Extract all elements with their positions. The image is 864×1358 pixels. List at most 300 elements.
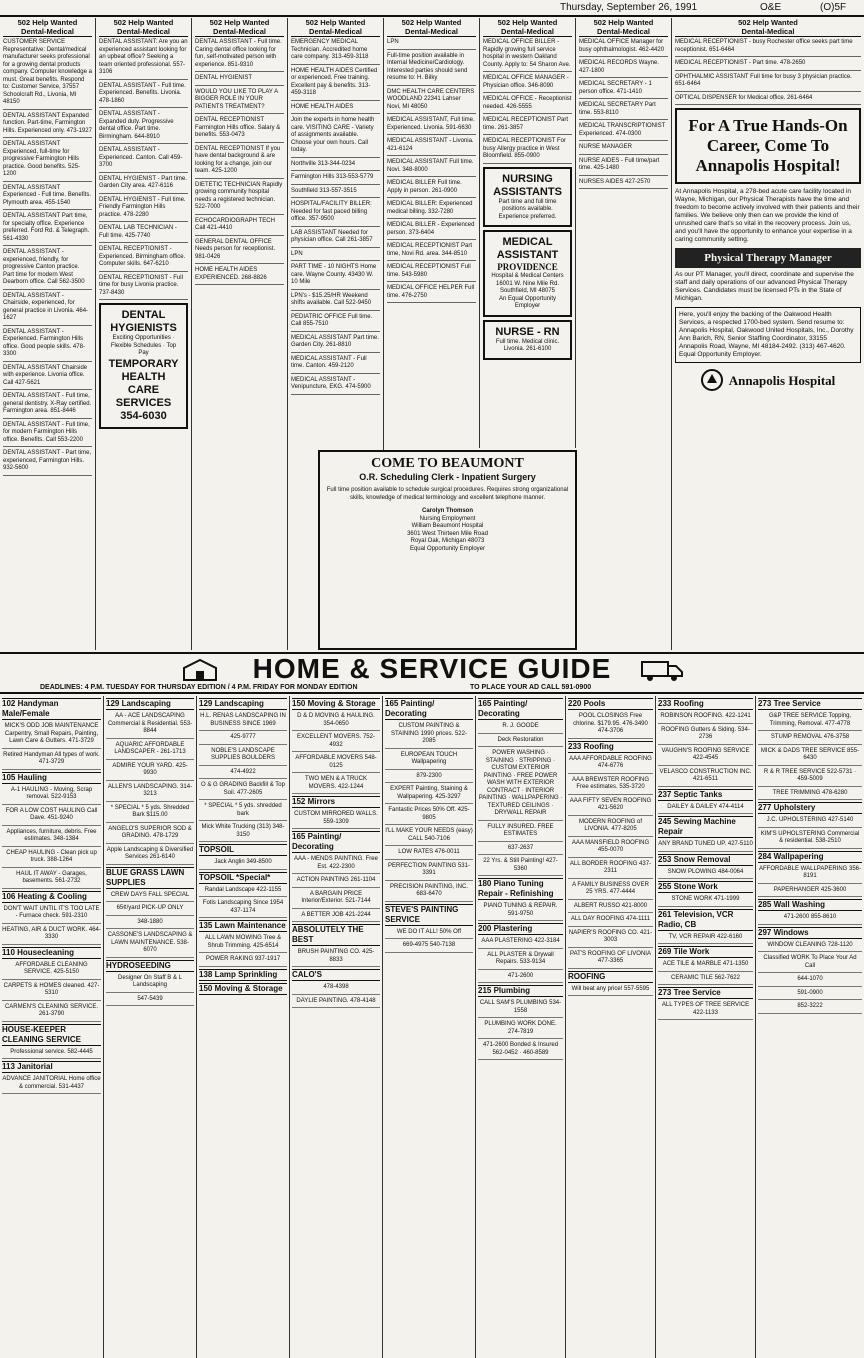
guide-ad: 471-2600 xyxy=(478,972,563,984)
column-header xyxy=(291,18,380,37)
classified-ad: DENTAL HYGIENIST xyxy=(195,75,284,86)
guide-section-title: 152 Mirrors xyxy=(292,796,380,808)
guide-column-5 xyxy=(383,696,476,1358)
guide-ad: G&P TREE SERVICE Topping, Trimming, Removal. 477-4778 xyxy=(758,712,862,731)
classified-ad: MEDICAL RECEPTIONIST - busy Rochester office seeks part time receptionist. 651-6464 xyxy=(675,39,861,57)
classified-ad: MEDICAL OFFICE BILLER - Rapidly growing full service hospital in western Oakland County. Apply to: 54 Sharon Ave. xyxy=(483,39,572,72)
guide-section-title: ROOFING xyxy=(568,971,653,983)
section-category: Dental-Medical xyxy=(597,27,650,36)
guide-ad: J.C. UPHOLSTERING 427-5140 xyxy=(758,816,862,828)
running-head-section: O&E xyxy=(760,2,782,13)
guide-section-title: 200 Plastering xyxy=(478,923,563,935)
guide-ad: 669-4975 540-7138 xyxy=(385,941,473,953)
guide-ad: CHEAP HAULING - Clean pick up truck. 388-1264 xyxy=(2,849,101,868)
classified-column-1 xyxy=(0,18,96,650)
classified-ad: DENTAL ASSISTANT - Expanded duty. Progressive dental office. Part time. Birmingham. 644-8910 xyxy=(99,111,188,144)
running-head-page: (O)5F xyxy=(820,2,847,13)
classified-ad: HOSPITAL/FACILITY BILLER: Needed for fast paced billing office. 357-9500 xyxy=(291,201,380,227)
guide-ad: ALL LAWN MOWING Tree & Shrub Trimming. 425-6514 xyxy=(199,934,287,953)
guide-ad: ACE TILE & MARBLE 471-1350 xyxy=(658,960,753,972)
guide-ad: 637-2637 xyxy=(478,844,563,856)
guide-ad: POWER RAKING 937-1917 xyxy=(199,955,287,967)
guide-section-title: 255 Stone Work xyxy=(658,881,753,893)
ad-heading-3: SERVICES xyxy=(115,396,172,409)
guide-section-title: 135 Lawn Maintenance xyxy=(199,921,286,930)
guide-ad: 471-2600 855-8610 xyxy=(758,913,862,925)
guide-ad: ALL PLASTER & Drywall Repairs. 533-9134 xyxy=(478,951,563,970)
guide-ad: AA - ACE LANDSCAPING Commercial & Residential. 553-8844 xyxy=(106,712,194,739)
classified-ad: MEDICAL RECEPTIONIST - Part time. 478-2650 xyxy=(675,60,861,71)
beaumont-position: O.R. Scheduling Clerk - Inpatient Surgery xyxy=(359,472,536,482)
guide-ad: R & R TREE SERVICE 522-5731 · 459-5009 xyxy=(758,768,862,787)
guide-section-title: 150 Moving & Storage xyxy=(199,983,287,995)
guide-ad: AAA BREWSTER ROOFING Free estimates. 535-3720 xyxy=(568,776,653,795)
guide-section-title: BLUE GRASS LAWN SUPPLIES xyxy=(106,867,194,889)
guide-ad: O & G GRADING Backfill & Top Soil. 477-2605 xyxy=(199,781,287,800)
guide-column-1 xyxy=(0,696,104,1358)
guide-ad: KIM'S UPHOLSTERING Commercial & residential. 538-2510 xyxy=(758,830,862,849)
guide-ad: 22 Yrs. & Still Painting! 427-5360 xyxy=(478,857,563,876)
guide-ad: Deck Restoration xyxy=(478,736,563,748)
guide-ad: Will beat any price! 557-5595 xyxy=(568,985,653,997)
classified-ad: DENTAL HYGIENIST - Full time. Friendly Farmington Hills practice. 478-2280 xyxy=(99,197,188,223)
classified-ad: NURSES AIDES 427-2570 xyxy=(579,179,668,190)
running-head xyxy=(0,0,864,14)
guide-ad: PIANO TUNING & REPAIR. 591-9750 xyxy=(478,902,563,921)
guide-section-title: 113 Janitorial xyxy=(2,1061,101,1073)
guide-ad: 474-4922 xyxy=(199,768,287,780)
guide-ad: AFFORDABLE CLEANING SERVICE. 425-5150 xyxy=(2,961,101,980)
employer-note: An Equal Opportunity Employer xyxy=(498,295,557,309)
classified-ad: Northville 313-344-0234 xyxy=(291,161,380,172)
classified-ad: DENTAL ASSISTANT - experienced, friendly, for progressive Canton practice. Part time for modern West Dearborn office. Call 562-3500 xyxy=(3,249,92,290)
classified-ad: Farmington Hills 313-553-5779 xyxy=(291,174,380,185)
guide-ad: Randal Landscape 422-1155 xyxy=(199,886,287,898)
annapolis-logo xyxy=(675,369,861,391)
guide-ad: Professional service. 582-4445 xyxy=(2,1048,101,1060)
guide-section-title: 129 Landscaping xyxy=(199,698,287,710)
guide-ad: PLUMBING WORK DONE. 274-7819 xyxy=(478,1020,563,1039)
guide-ad: Mick White Trucking (313) 348-3150 xyxy=(199,823,287,842)
annapolis-body-2: As our PT Manager, you'll direct, coordinate and supervise the staff and daily operations of our advanced Physical Therapy Services. Candidates must be licensed PTs in the State of Michigan. xyxy=(675,271,854,302)
beaumont-body: Full time position available to schedule surgical procedures. Requires strong organizational skills, knowledge of medical terminology and excellent telephone manner. xyxy=(326,487,569,501)
classified-ad: MEDICAL RECEPTIONIST Full time. 543-5980 xyxy=(387,264,476,282)
classified-ad: DENTAL ASSISTANT - Experienced. Canton. Call 459-3700 xyxy=(99,147,188,173)
guide-section-title: 150 Moving & Storage xyxy=(292,698,380,710)
guide-section-title: 106 Heating & Cooling xyxy=(2,891,101,903)
guide-ad: AAA - MENDS PAINTING. Free Est. 422-2300 xyxy=(292,855,380,874)
classified-ad: ECHOCARDIOGRAPH TECH Call 421-4410 xyxy=(195,218,284,236)
guide-section-title: 284 Wallpapering xyxy=(758,851,862,863)
guide-ad: A FAMILY BUSINESS OVER 25 YRS. 477-4444 xyxy=(568,881,653,900)
classified-ad: DENTAL ASSISTANT: Are you an experienced assistant looking for an upbeat office? Seeking a team oriented professional. 557-3106 xyxy=(99,39,188,80)
beaumont-ad xyxy=(318,450,577,650)
guide-ad: ALL BORDER ROOFING 437-2311 xyxy=(568,860,653,879)
ad-heading-1: MEDICAL xyxy=(502,236,553,248)
column-header xyxy=(579,18,668,37)
classified-ad: MEDICAL OFFICE HELPER Full time. 476-2750 xyxy=(387,285,476,303)
guide-ad: EUROPEAN TOUCH Wallpapering xyxy=(385,751,473,770)
guide-ad: 348-1880 xyxy=(106,918,194,930)
guide-ad: MICK'S ODD JOB MAINTENANCE Carpentry, Small Repairs, Painting, Lawn Care & Gutters. 471-3729 xyxy=(2,722,101,749)
classified-ad: MEDICAL ASSISTANT Full time. Novi. 348-8000 xyxy=(387,159,476,177)
guide-ad: CASSONE'S LANDSCAPING & LAWN MAINTENANCE. 538-6070 xyxy=(106,931,194,958)
guide-ad: EXPERT Painting, Staining & Wallpapering. 425-3297 xyxy=(385,785,473,804)
ad-list xyxy=(195,39,284,285)
classified-ad: MEDICAL TRANSCRIPTIONIST Experienced. 474-0300 xyxy=(579,123,668,141)
guide-title: HOME & SERVICE GUIDE xyxy=(252,653,612,684)
classified-ad: MEDICAL ASSISTANT - Venipuncture, EKG. 474-5900 xyxy=(291,377,380,395)
classified-ad: DENTAL RECEPTIONIST Farmington Hills office. Salary & benefits. 553-0473 xyxy=(195,117,284,143)
guide-ad: HAUL IT AWAY - Garages, basements. 561-2732 xyxy=(2,870,101,889)
employer-name: PROVIDENCE xyxy=(497,262,558,272)
guide-ad: STONE WORK 471-1999 xyxy=(658,895,753,907)
ad-phone: 354-6030 xyxy=(120,409,167,422)
guide-section-title: 233 Roofing xyxy=(568,741,653,753)
guide-ad: CREW DAYS FALL SPECIAL xyxy=(106,891,194,903)
medical-assistant-ad xyxy=(483,230,572,317)
ad-heading-1: TEMPORARY xyxy=(108,357,179,370)
classified-ad: OPHTHALMIC ASSISTANT Full time for busy 3 physician practice. 651-6464 xyxy=(675,74,861,92)
guide-ad: TREE TRIMMING 478-6280 xyxy=(758,789,862,801)
running-head-date: Thursday, September 26, 1991 xyxy=(560,2,698,13)
guide-ad: * SPECIAL * 5 yds. shredded bark xyxy=(199,802,287,821)
ad-heading-2: ASSISTANTS xyxy=(493,185,562,198)
guide-section-title: 253 Snow Removal xyxy=(658,854,753,866)
guide-ad: HEATING, AIR & DUCT WORK. 464-3330 xyxy=(2,926,101,945)
guide-section-title: HYDROSEEDING xyxy=(106,960,194,972)
classified-ad: MEDICAL RECEPTIONIST Part time. 261-3857 xyxy=(483,117,572,135)
guide-column-8 xyxy=(656,696,756,1358)
section-number: 502 Help Wanted xyxy=(17,18,78,27)
annapolis-logo-text: Annapolis Hospital xyxy=(728,372,836,388)
classified-column-8 xyxy=(672,18,864,650)
nurse-rn-ad xyxy=(483,320,572,360)
guide-ad: ANGELO'S SUPERIOR SOD & GRADING. 478-1729 xyxy=(106,825,194,844)
guide-ad: A BARGAIN PRICE Interior/Exterior. 521-7144 xyxy=(292,890,380,909)
guide-section-title: 102 Handyman Male/Female xyxy=(2,698,101,720)
classified-ad: DENTAL ASSISTANT Part time, for specialty office. Experience preferred. Ford Rd. & Telegraph. 561-4330 xyxy=(3,213,92,246)
classified-column-7 xyxy=(576,18,672,650)
guide-section-title: 285 Wall Washing xyxy=(758,899,862,911)
guide-ad: VAUGHN'S ROOFING SERVICE 422-4545 xyxy=(658,747,753,766)
guide-ad: 547-5439 xyxy=(106,995,194,1007)
classified-ad: OPTICAL DISPENSER for Medical office. 261-6464 xyxy=(675,95,861,106)
classified-ad: DENTAL ASSISTANT Expanded function. Part-time, Farmington Hills. Experienced only. 473-1927 xyxy=(3,113,92,139)
classified-column-3 xyxy=(192,18,288,650)
guide-ad: AAA MANSFIELD ROOFING 455-0070 xyxy=(568,839,653,858)
guide-ad: Appliances, furniture, debris. Free estimates. 348-1384 xyxy=(2,828,101,847)
guide-ad: ALL DAY ROOFING 474-1111 xyxy=(568,915,653,927)
guide-ad: ALL TYPES OF TREE SERVICE 422-1133 xyxy=(658,1001,753,1020)
guide-ad: AFFORDABLE WALLPAPERING 356-8191 xyxy=(758,865,862,884)
guide-ad: TV, VCR REPAIR 422-6160 xyxy=(658,933,753,945)
ad-list xyxy=(483,39,572,164)
guide-section-title: ABSOLUTELY THE BEST xyxy=(292,924,380,946)
guide-section-title: 110 Housecleaning xyxy=(2,947,101,959)
guide-section-title: 105 Hauling xyxy=(2,772,101,784)
classified-ad: DENTAL RECEPTIONIST - Full time for busy Livonia practice. 737-8430 xyxy=(99,275,188,301)
ad-list xyxy=(387,39,476,303)
guide-ad: PRECISION PAINTING, INC. 683-6470 xyxy=(385,883,473,902)
ad-list xyxy=(579,39,668,189)
temp-health-care-ad xyxy=(99,303,188,429)
ad-heading-2: HEALTH CARE xyxy=(121,370,166,396)
hospital-logo-icon xyxy=(701,369,723,391)
guide-ad: PAPERHANGER 425-3600 xyxy=(758,886,862,898)
guide-ad: * SPECIAL * 5 yds. Shredded Bark $115.00 xyxy=(106,804,194,823)
guide-ad: LOW RATES 476-0011 xyxy=(385,848,473,860)
guide-ad: ACTION PAINTING 261-1104 xyxy=(292,876,380,888)
column-header xyxy=(675,18,861,37)
guide-column-2 xyxy=(104,696,197,1358)
classified-column-5 xyxy=(384,18,480,448)
section-category: Dental-Medical xyxy=(501,27,554,36)
guide-section-title: 233 Roofing xyxy=(658,698,753,710)
classified-ad: MEDICAL OFFICE MANAGER - Physician office. 346-8090 xyxy=(483,75,572,93)
beaumont-address: 3601 West Thirteen Mile Road xyxy=(407,530,488,537)
guide-phone: TO PLACE YOUR AD CALL 591-0900 xyxy=(470,684,592,691)
section-number: 502 Help Wanted xyxy=(305,18,366,27)
guide-ad: CUSTOM PAINTING & STAINING 1990 prices. 522-2085 xyxy=(385,722,473,749)
section-category: Dental-Medical xyxy=(741,27,795,36)
classified-ad: DENTAL ASSISTANT - Full time, for modern Farmington Hills office. Benefits. Call 553-2200 xyxy=(3,422,92,448)
employer-sub: Hospital & Medical Centers xyxy=(491,273,564,279)
ad-text: Full time. Medical clinic. Livonia. 261-6100 xyxy=(495,338,560,352)
guide-section-title: 129 Landscaping xyxy=(106,698,194,710)
ad-list xyxy=(3,39,92,476)
nursing-assistants-ad xyxy=(483,167,572,228)
section-number: 502 Help Wanted xyxy=(113,18,174,27)
ad-list-text: Exciting Opportunities · Flexible Schedules · Top Pay xyxy=(110,335,177,356)
guide-ad: WINDOW CLEANING 728-1120 xyxy=(758,941,862,953)
guide-section-title: 180 Piano Tuning Repair - Refinishing xyxy=(478,878,563,900)
classified-ad: MEDICAL ASSISTANT - Livonia. 421-6124 xyxy=(387,138,476,156)
guide-ad: Designer On Staff B & L Landscaping xyxy=(106,974,194,993)
section-number: 502 Help Wanted xyxy=(401,18,462,27)
classified-ad: MEDICAL OFFICE Manager for busy ophthalmologist. 462-4420 xyxy=(579,39,668,57)
classified-ad: LPN xyxy=(291,251,380,262)
guide-column-3 xyxy=(197,696,290,1358)
classified-ad: LPN xyxy=(387,39,476,50)
guide-section-title: 273 Tree Service xyxy=(758,698,862,710)
classified-ad: DMC HEALTH CARE CENTERS WOODLAND 22341 Lahser Novi, MI 48050 xyxy=(387,89,476,115)
guide-section-title: 220 Pools xyxy=(568,698,653,710)
guide-ad: 644-1070 xyxy=(758,975,862,987)
guide-ad: TWO MEN & A TRUCK MOVERS. 422-1244 xyxy=(292,775,380,794)
column-header xyxy=(195,18,284,37)
beaumont-headline: COME TO BEAUMONT xyxy=(371,456,524,471)
classified-ad: MEDICAL ASSISTANT - Full time. Canton. 459-2120 xyxy=(291,356,380,374)
guide-ad: 425-9777 xyxy=(199,733,287,745)
classified-ad: PEDIATRIC OFFICE Full time. Call 855-7510 xyxy=(291,314,380,332)
guide-section-title: 269 Tile Work xyxy=(658,946,753,958)
classified-ad: MEDICAL ASSISTANT Part time. Garden City. 261-8810 xyxy=(291,335,380,353)
guide-section-title: 237 Septic Tanks xyxy=(658,789,753,801)
guide-column-9 xyxy=(756,696,864,1358)
column-header xyxy=(387,18,476,37)
guide-ad: ALLEN'S LANDSCAPING. 314-3213 xyxy=(106,783,194,802)
classified-ad: MEDICAL ASSISTANT, Full time. Experienced. Livonia. 591-6630 xyxy=(387,117,476,135)
ad-list xyxy=(291,39,380,395)
guide-column-7 xyxy=(566,696,656,1358)
guide-ad: DAILEY & DAILEY 474-4114 xyxy=(658,803,753,815)
guide-ad: ALBERT RUSSO 421-8000 xyxy=(568,902,653,914)
classified-ad: DENTAL ASSISTANT - Chairside, experienced, for general practice in Livonia. 464-1627 xyxy=(3,293,92,326)
guide-ad: R. J. GOODE xyxy=(478,722,563,734)
section-number: 502 Help Wanted xyxy=(738,18,798,27)
guide-ad: PAT'S ROOFING OF LIVONIA 477-3365 xyxy=(568,950,653,969)
home-service-guide-banner xyxy=(0,652,864,694)
classified-ad: GENERAL DENTAL OFFICE Needs person for receptionist. 981-0426 xyxy=(195,239,284,265)
column-header xyxy=(99,18,188,37)
guide-ad: Jack Anglin 349-8500 xyxy=(199,858,287,870)
guide-ad: VELASCO CONSTRUCTION INC. 421-6511 xyxy=(658,768,753,787)
guide-ad: CUSTOM MIRRORED WALLS. 559-1309 xyxy=(292,810,380,829)
classified-ad: HOME HEALTH AIDES xyxy=(291,104,380,115)
ad-heading-2: ASSISTANT xyxy=(496,249,559,261)
guide-ad: Retired Handyman All types of work. 471-3729 xyxy=(2,751,101,770)
guide-ad: FULLY INSURED. FREE ESTIMATES xyxy=(478,823,563,842)
guide-ad: A BETTER JOB 421-2244 xyxy=(292,911,380,923)
guide-section-title: CALO'S xyxy=(292,969,380,981)
guide-ad: DON'T WAIT UNTIL IT'S TOO LATE - Furnace check. 591-2310 xyxy=(2,905,101,924)
guide-ad: I'LL MAKE YOUR NEEDS (easy) CALL 540-7106 xyxy=(385,827,473,846)
classified-ad: MEDICAL BILLER - Experienced person. 373-6404 xyxy=(387,222,476,240)
classified-ad: DENTAL ASSISTANT Experienced - Full time. Benefits. Plymouth area. 455-1540 xyxy=(3,185,92,211)
classified-ad: LAB ASSISTANT Needed for physician office. Call 261-3857 xyxy=(291,230,380,248)
guide-ad: WE DO IT ALL! 50% Off xyxy=(385,928,473,940)
column-header xyxy=(3,18,92,37)
guide-section-title: 215 Plumbing xyxy=(478,985,563,997)
classified-ad: CUSTOMER SERVICE Representative: Dental/medical manufacturer seeks professional for a growing dental products company. Computer knowledge a must. Great benefits. Respond to: Customer Service, 37557 Schoolcraft Rd., Livonia, MI 48150 xyxy=(3,39,92,110)
classified-ad: DENTAL ASSISTANT - Full time, general dentistry. X-Ray certified. Farmington area. 851-8446 xyxy=(3,393,92,419)
column-header xyxy=(483,18,572,37)
beaumont-hospital: William Beaumont Hospital xyxy=(411,523,484,529)
guide-ad: Apple Landscaping & Diversified Services 261-6140 xyxy=(106,846,194,865)
classified-ad: MEDICAL SECRETARY - 1 person office. 471-1410 xyxy=(579,81,668,99)
guide-ad: AAA FIFTY SEVEN ROOFING 421-5620 xyxy=(568,797,653,816)
guide-column-4 xyxy=(290,696,383,1358)
guide-section-title: STEVE'S PAINTING SERVICE xyxy=(385,904,473,926)
guide-section-title: 138 Lamp Sprinkling xyxy=(199,969,287,981)
guide-section-title: HOUSE-KEEPER CLEANING SERVICE xyxy=(2,1024,101,1046)
section-category: Dental-Medical xyxy=(213,27,266,36)
section-number: 502 Help Wanted xyxy=(593,18,654,27)
section-category: Dental-Medical xyxy=(21,27,74,36)
ad-list xyxy=(675,39,861,105)
beaumont-org: Nursing Employment xyxy=(419,515,476,522)
guide-ad: ADVANCE JANITORIAL Home office & commercial. 531-4437 xyxy=(2,1075,101,1094)
classified-ad: DENTAL ASSISTANT - Full time. Caring dental office looking for fun, self-motivated person with experience. 851-9310 xyxy=(195,39,284,72)
annapolis-headline: For A True Hands-On Career, Come To Annapolis Hospital! xyxy=(675,108,861,184)
classified-ad: HOME HEALTH AIDES Certified or experienced. Free training. Excellent pay & benefits. 313-459-3118 xyxy=(291,68,380,101)
guide-ad: EXCELLENT MOVERS. 752-4932 xyxy=(292,733,380,752)
guide-ad: MICK & DADS TREE SERVICE 855-6430 xyxy=(758,747,862,766)
beaumont-eoe: Equal Opportunity Employer xyxy=(409,545,486,552)
guide-section-title: TOPSOIL xyxy=(199,844,287,856)
guide-ad: AQUARIC AFFORDABLE LANDSCAPER - 261-1713 xyxy=(106,741,194,760)
classified-ad: Southfield 313-557-3515 xyxy=(291,188,380,199)
guide-ad: ADMIRE YOUR YARD. 425-9930 xyxy=(106,762,194,781)
guide-section-title: 245 Sewing Machine Repair xyxy=(658,816,753,838)
classified-ad: MEDICAL OFFICE - Receptionist needed. 426-5555 xyxy=(483,96,572,114)
beaumont-contact: Carolyn Thomson xyxy=(421,508,473,514)
classified-ad: EMERGENCY MEDICAL Technician. Accredited home care company. 313-459-3118 xyxy=(291,39,380,65)
guide-section-title: 165 Painting/ Decorating xyxy=(385,698,473,720)
guide-ad: CALL SAM'S PLUMBING 534-1558 xyxy=(478,999,563,1018)
classified-column-6 xyxy=(480,18,576,448)
classified-ad: MEDICAL RECORDS Wayne. 427-1800 xyxy=(579,60,668,78)
section-number: 502 Help Wanted xyxy=(497,18,558,27)
section-category: Dental-Medical xyxy=(309,27,362,36)
classified-ad: MEDICAL BILLER: Experienced medical billing. 332-7280 xyxy=(387,201,476,219)
guide-ad: 591-0900 xyxy=(758,989,862,1001)
classified-ad: MEDICAL BILLER Full time. Apply in person. 261-0900 xyxy=(387,180,476,198)
guide-ad: 879-2300 xyxy=(385,772,473,784)
guide-ad: STUMP REMOVAL 476-3758 xyxy=(758,733,862,745)
guide-ad: NAPIER'S ROOFING CO. 421-3003 xyxy=(568,929,653,948)
guide-ad: MODERN ROOFING of LIVONIA. 477-8205 xyxy=(568,818,653,837)
section-category: Dental-Medical xyxy=(405,27,458,36)
classified-ad: PART TIME - 10 NIGHTS Home care. Wayne County. 43430 W. 10 Mile xyxy=(291,264,380,290)
guide-ad: NOBLE'S LANDSCAPE SUPPLIES BOULDERS xyxy=(199,747,287,766)
guide-ad: DAYLIE PAINTING. 478-4148 xyxy=(292,997,380,1009)
guide-ad: POWER WASHING · STAINING · STRIPPING · CUSTOM EXTERIOR PAINTING · FREE POWER WASH WITH EXTERIOR CONTRACT · INTERIOR PAINTING · WALLPAPERING · TEXTURED CEILINGS · DRYWALL REPAIR xyxy=(478,749,563,821)
guide-ad: CARPETS & HOMES cleaned. 427-5310 xyxy=(2,982,101,1001)
guide-deadlines: DEADLINES: 4 P.M. TUESDAY FOR THURSDAY EDITION / 4 P.M. FRIDAY FOR MONDAY EDITION xyxy=(40,684,358,691)
ad-list xyxy=(99,39,188,300)
ad-title: DENTAL HYGIENISTS xyxy=(110,309,177,334)
classified-ad: NURSE AIDES - Full time/part time. 425-1480 xyxy=(579,158,668,176)
guide-section-title: 261 Television, VCR Radio, CB xyxy=(658,909,753,931)
guide-ad: AAA AFFORDABLE ROOFING 474-6776 xyxy=(568,755,653,774)
classified-ad: DENTAL HYGIENIST - Part time. Garden City area. 427-6116 xyxy=(99,176,188,194)
classified-column-2 xyxy=(96,18,192,650)
guide-ad: 478-4398 xyxy=(292,983,380,995)
guide-ad: CERAMIC TILE 562-7622 xyxy=(658,974,753,986)
classified-ad: DENTAL LAB TECHNICIAN - Full time. 425-7740 xyxy=(99,225,188,243)
classified-ad: WOULD YOU LIKE TO PLAY A BIGGER ROLE IN YOUR PATIENTS TREATMENT? xyxy=(195,89,284,115)
classified-ad: LPN's - $15.25/HR Weekend shifts available. Call 522-9450 xyxy=(291,293,380,311)
classified-ad: DENTAL ASSISTANT Chairside with experience. Livonia office. Call 427-5621 xyxy=(3,365,92,391)
guide-ad: ANY BRAND TUNED UP. 427-5110 xyxy=(658,840,753,852)
guide-ad: POOL CLOSINGS Free chlorine. $179.95. 476-3490 474-3706 xyxy=(568,712,653,739)
guide-ad: BRUSH PAINTING CO. 425-8833 xyxy=(292,948,380,967)
classified-ad: MEDICAL RECEPTIONIST Part time, Novi Rd. area. 344-8510 xyxy=(387,243,476,261)
guide-ad: 65¢/yard PICK-UP ONLY xyxy=(106,904,194,916)
physical-therapy-manager-banner: Physical Therapy Manager xyxy=(675,248,861,268)
guide-section-title: 165 Painting/ Decorating xyxy=(478,698,563,720)
classified-ad: DENTAL RECEPTIONIST If you have dental background & are looking for a change, join our team. 425-1200 xyxy=(195,146,284,179)
classified-ad: Join the experts in home health care. VISITING CARE - Variety of assignments available. Choose your own hours. Call today. xyxy=(291,117,380,158)
classified-ad: DENTAL ASSISTANT - Experienced. Farmington Hills office. Good people skills. 478-3300 xyxy=(3,329,92,362)
guide-ad: Fotis Landscaping Since 1954 437-1174 xyxy=(199,899,287,918)
guide-ad: H.L. RENAS LANDSCAPING IN BUSINESS SINCE 1969 xyxy=(199,712,287,731)
classified-ad: HOME HEALTH AIDES EXPERIENCED. 268-8826 xyxy=(195,267,284,285)
guide-section-title: 273 Tree Service xyxy=(658,987,753,999)
classified-ad: MEDICAL SECRETARY Part time. 553-8110 xyxy=(579,102,668,120)
guide-ad: ROBINSON ROOFING. 422-1241 xyxy=(658,712,753,724)
classified-ad: DENTAL RECEPTIONIST - Experienced. Birmingham office. Computer skills. 647-6210 xyxy=(99,246,188,272)
classified-ad: DIETETIC TECHNICIAN Rapidly growing community hospital needs a registered technician. 522-7000 xyxy=(195,182,284,215)
guide-ad: ROOFING Gutters & Siding. 534-2736 xyxy=(658,726,753,745)
classified-ad: Full-time position available in Internal Medicine/Cardiology. Interested parties should send resume to: H. Bilky xyxy=(387,53,476,86)
guide-section-title: 277 Upholstery xyxy=(758,802,862,814)
guide-ad: A-1 HAULING - Moving, Scrap removal. 522-9153 xyxy=(2,786,101,805)
guide-ad: Fantastic Prices 50% Off. 425-9805 xyxy=(385,806,473,825)
annapolis-body: At Annapolis Hospital, a 278-bed acute care facility located in Wayne, Michigan, our Physical Therapists have the time and freedom to become actively involved with their patients and their families. We believe only then can we provide the kind of unrushed care that's so vital in the recovery process. Join us, and you'll have the opportunity to enhance your expertise in a caring community setting. xyxy=(675,188,860,243)
